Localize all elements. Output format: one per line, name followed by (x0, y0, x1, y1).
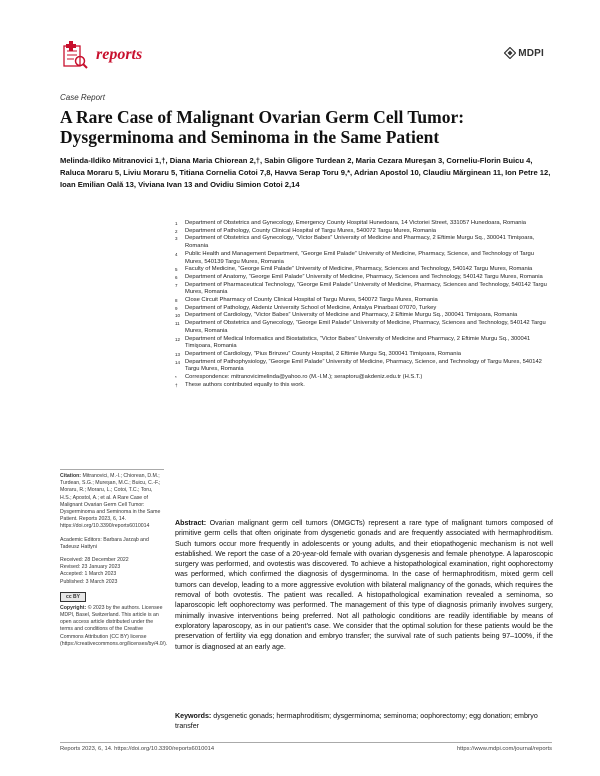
affiliation-text: Department of Obstetrics and Gynecology, Emergency County Hospital Hunedoara, 14 Victoriei Street, 331057 Hunedoara, Romania (185, 220, 527, 226)
affiliation-item (175, 312, 553, 320)
affiliation-text: Faculty of Medicine, “George Emil Palade” University of Medicine, Pharmacy, Sciences and Technology, 540142 Targu Mures, Romania (185, 266, 533, 273)
affiliation-item (175, 382, 553, 390)
citation-text[interactable]: Mitranovici, M.-I.; Chiorean, D.M.; Turdean, S.G.; Mureşan, M.C.; Buicu, C.-F.; Moraru, R.; Moraru, L.; Cotoi, T.C.; Toru, H.S.; Apostol, A.; et al. A Rare Case of Malignant Ovarian Germ Cell Tumor: Dysgerminoma and Seminoma in the Same Patient. Reports 2023, 6, 14. https://doi.org/10.3390/reports6010014 (60, 473, 161, 530)
affiliation-item (175, 336, 553, 351)
affiliation-item (175, 282, 553, 297)
affiliation-text: Department of Cardiology, “Victor Babes” University of Medicine and Pharmacy, 2 Eftimie Murgu Sq., 300041 Timişoara, Romania (185, 312, 518, 319)
dates-block (60, 557, 164, 586)
affiliation-text: Department of Obstetrics and Gynecology, “Victor Babes” University of Medicine and Pharmacy, 2 Eftimie Murgu Sq., 300041 Timişoara, Romania (185, 235, 535, 250)
abstract-label: Abstract: (175, 519, 207, 527)
keywords-text: dysgenetic gonads; hermaphroditism; dysgerminoma; seminoma; oophorectomy; egg donation; embryo transfer (175, 712, 538, 731)
publisher-logo (504, 47, 544, 59)
affiliation-number: 7 (175, 282, 178, 288)
article-info-sidebar (60, 469, 168, 654)
affiliation-number: 8 (175, 298, 178, 304)
footer-website[interactable]: https://www.mdpi.com/journal/reports (456, 746, 552, 752)
footer-citation[interactable]: Reports 2023, 6, 14. https://doi.org/10.3390/reports6010014 (60, 746, 215, 752)
keywords (175, 711, 553, 732)
affiliation-text: Department of Cardiology, “Pius Brinzeu” County Hospital, 2 Eftimie Murgu Sq, 300041 Timişoara, Romania (185, 350, 462, 357)
affiliation-number: 5 (175, 267, 178, 273)
affiliation-item (175, 274, 553, 282)
affiliation-text: Department of Medical Informatics and Biostatistics, “Victor Babes” University of Medicine and Pharmacy, 2 Eftimie Murgu Sq., 300041 Timişoara, Romania (185, 335, 531, 350)
affiliation-text: Department of Pathophysiology, “George Emil Palade” University of Medicine, Pharmacy, Science, and Technology of Targu Mures, 540142 Targu Mures, Romania (185, 358, 542, 373)
affiliation-item (175, 251, 553, 266)
citation-label: Citation: (60, 473, 82, 479)
abstract-text: Ovarian malignant germ cell tumors (OMGCTs) represent a rare type of malignant tumors composed of primitive germ cells that often originate from dysgenetic gonads and are frequently associated with hermaphroditism. Such tumors occur more frequently in adolescents or young adults, and their etiopathogenic mechanism is not well established. We report the case of a 20-year-old female with ovarian dysgenesis and female phenotype. A laparoscopic surgery was performed, and ovotestis was discovered. To achieve a histopathological examination, right oophorectomy was performed, which confirmed the diagnosis of dysgerminoma. In the case of hermaphroditism, mixed germ cell tumors can develop, leading to a more aggressive evolution with bilateral malignancy of the gonads, which requires the removal of both ovotestis. The patient was recalled. A histopathological examination revealed a seminoma, so laparoscopic left oophorectomy was performed. The management of this type of diagnosis primarily involves surgery, minimally invasive interventions being preferred. Not all pathologic conditions are readily identifiable by means of exploratory laparoscopy, as in our patient’s case. We consider that the optimal solution for these patients would be the preservation of fertility via egg donation and embryo transfer; the survival rate of such patients being 97–100%, if the tumor is diagnosed at an early age. (175, 519, 553, 651)
affiliation-text: Department of Anatomy, “George Emil Palade” University of Medicine, Pharmacy, Sciences and Technology, 540142 Targu Mures, Romania (185, 273, 543, 280)
affiliation-text: Department of Pharmaceutical Technology, “George Emil Palade” University of Medicine, Pharmacy, Sciences and Technology, 540142 Targu Mures, Romania (185, 281, 547, 296)
affiliation-number: 3 (175, 236, 178, 242)
mdpi-diamond-icon (504, 47, 516, 59)
affiliation-number: 11 (175, 321, 180, 327)
affiliation-text: Department of Pathology, County Clinical Hospital of Targu Mures, 540072 Targu Mures, Romania (185, 227, 437, 234)
affiliation-text: Department of Obstetrics and Gynecology, “George Emil Palade” University of Medicine, Pharmacy, Sciences and Technology, 540142 Targu Mures, Romania (185, 320, 546, 334)
affiliation-number: 14 (175, 359, 181, 365)
citation-block (60, 473, 164, 531)
sidebar-divider (60, 469, 164, 470)
affiliation-number: 13 (175, 351, 181, 357)
copyright-label: Copyright: (60, 604, 87, 611)
journal-logo-icon (60, 40, 88, 70)
affiliation-number: * (175, 375, 177, 381)
cc-by-license-icon[interactable]: cc BY (60, 592, 86, 602)
affiliation-item (175, 266, 553, 274)
affiliation-item (175, 374, 553, 382)
keywords-label: Keywords: (175, 712, 212, 720)
affiliation-item (175, 220, 553, 228)
academic-editors-names: Barbara Jarząb and Tadeusz Hattyni (60, 536, 149, 550)
affiliation-item (175, 228, 553, 236)
affiliation-item (175, 297, 553, 305)
abstract (175, 518, 553, 652)
published-date: Published: 3 March 2023 (60, 578, 118, 585)
journal-name: reports (96, 46, 143, 63)
affiliation-number: 1 (175, 221, 178, 226)
affiliation-text: Department of Pathology, Akdeniz University School of Medicine, Antalya Pinarbasi 07070, Turkey (185, 304, 437, 311)
affiliation-number: † (175, 382, 178, 388)
article-type: Case Report (60, 93, 105, 102)
copyright-block (60, 592, 168, 648)
copyright-text: © 2023 by the authors. Licensee MDPI, Basel, Switzerland. This article is an open access article distributed under the terms and conditions of the Creative Commons Attribution (CC BY) license (https://creativecommons.org/licenses/by/4.0/). (60, 604, 168, 647)
affiliation-item (175, 305, 553, 313)
journal-logo (60, 40, 142, 70)
affiliation-number: 9 (175, 305, 178, 311)
affiliation-number: 4 (175, 251, 178, 257)
affiliation-item (175, 359, 553, 374)
received-date: Received: 28 December 2022 (60, 557, 129, 564)
affiliation-text: Close Circuit Pharmacy of County Clinical Hospital of Targu Mures, 540072 Targu Mures, Romania (185, 297, 438, 304)
accepted-date: Accepted: 1 March 2023 (60, 571, 117, 578)
affiliation-number: 2 (175, 228, 178, 234)
page-footer (60, 742, 552, 752)
affiliation-item (175, 351, 553, 359)
revised-date: Revised: 23 January 2023 (60, 564, 121, 571)
author-list: Melinda-Ildiko Mitranovici 1,†, Diana Maria Chiorean 2,†, Sabin Gligore Turdean 2, Maria Cezara Mureşan 3, Corneliu-Florin Buicu 4, Raluca Moraru 5, Liviu Moraru 5, Titiana Cornelia Cotoi 7,8, Havva Serap Toru 9,*, Adrian Apostol 10, Claudiu Mărginean 11, Ion Petre 12, Ioan Emilian Oală 13, Viviana Ivan 13 and Ovidiu Simion Cotoi 2,14 (60, 156, 551, 189)
publisher-name: MDPI (518, 47, 544, 59)
academic-editors-block (60, 537, 164, 551)
affiliation-item (175, 235, 553, 250)
affiliation-text: Public Health and Management Department, “George Emil Palade” University of Medicine, Pharmacy, Science, and Technology of Targu Mures, 540139 Targu Mures, Romania (185, 250, 534, 265)
affiliation-text: Correspondence: mitranovicimelinda@yahoo.ro (M.-I.M.); seraptoru@akdeniz.edu.tr (H.S.T.) (185, 374, 423, 381)
affiliation-item (175, 320, 553, 335)
article-title: A Rare Case of Malignant Ovarian Germ Cell Tumor: Dysgerminoma and Seminoma in the Same Patient (60, 107, 465, 147)
affiliation-number: 10 (175, 313, 181, 319)
affiliation-number: 12 (175, 336, 181, 342)
affiliation-number: 6 (175, 274, 178, 280)
academic-editors-label: Academic Editors: (60, 536, 102, 543)
affiliations-list (175, 220, 553, 389)
affiliation-text: These authors contributed equally to this work. (185, 381, 305, 388)
